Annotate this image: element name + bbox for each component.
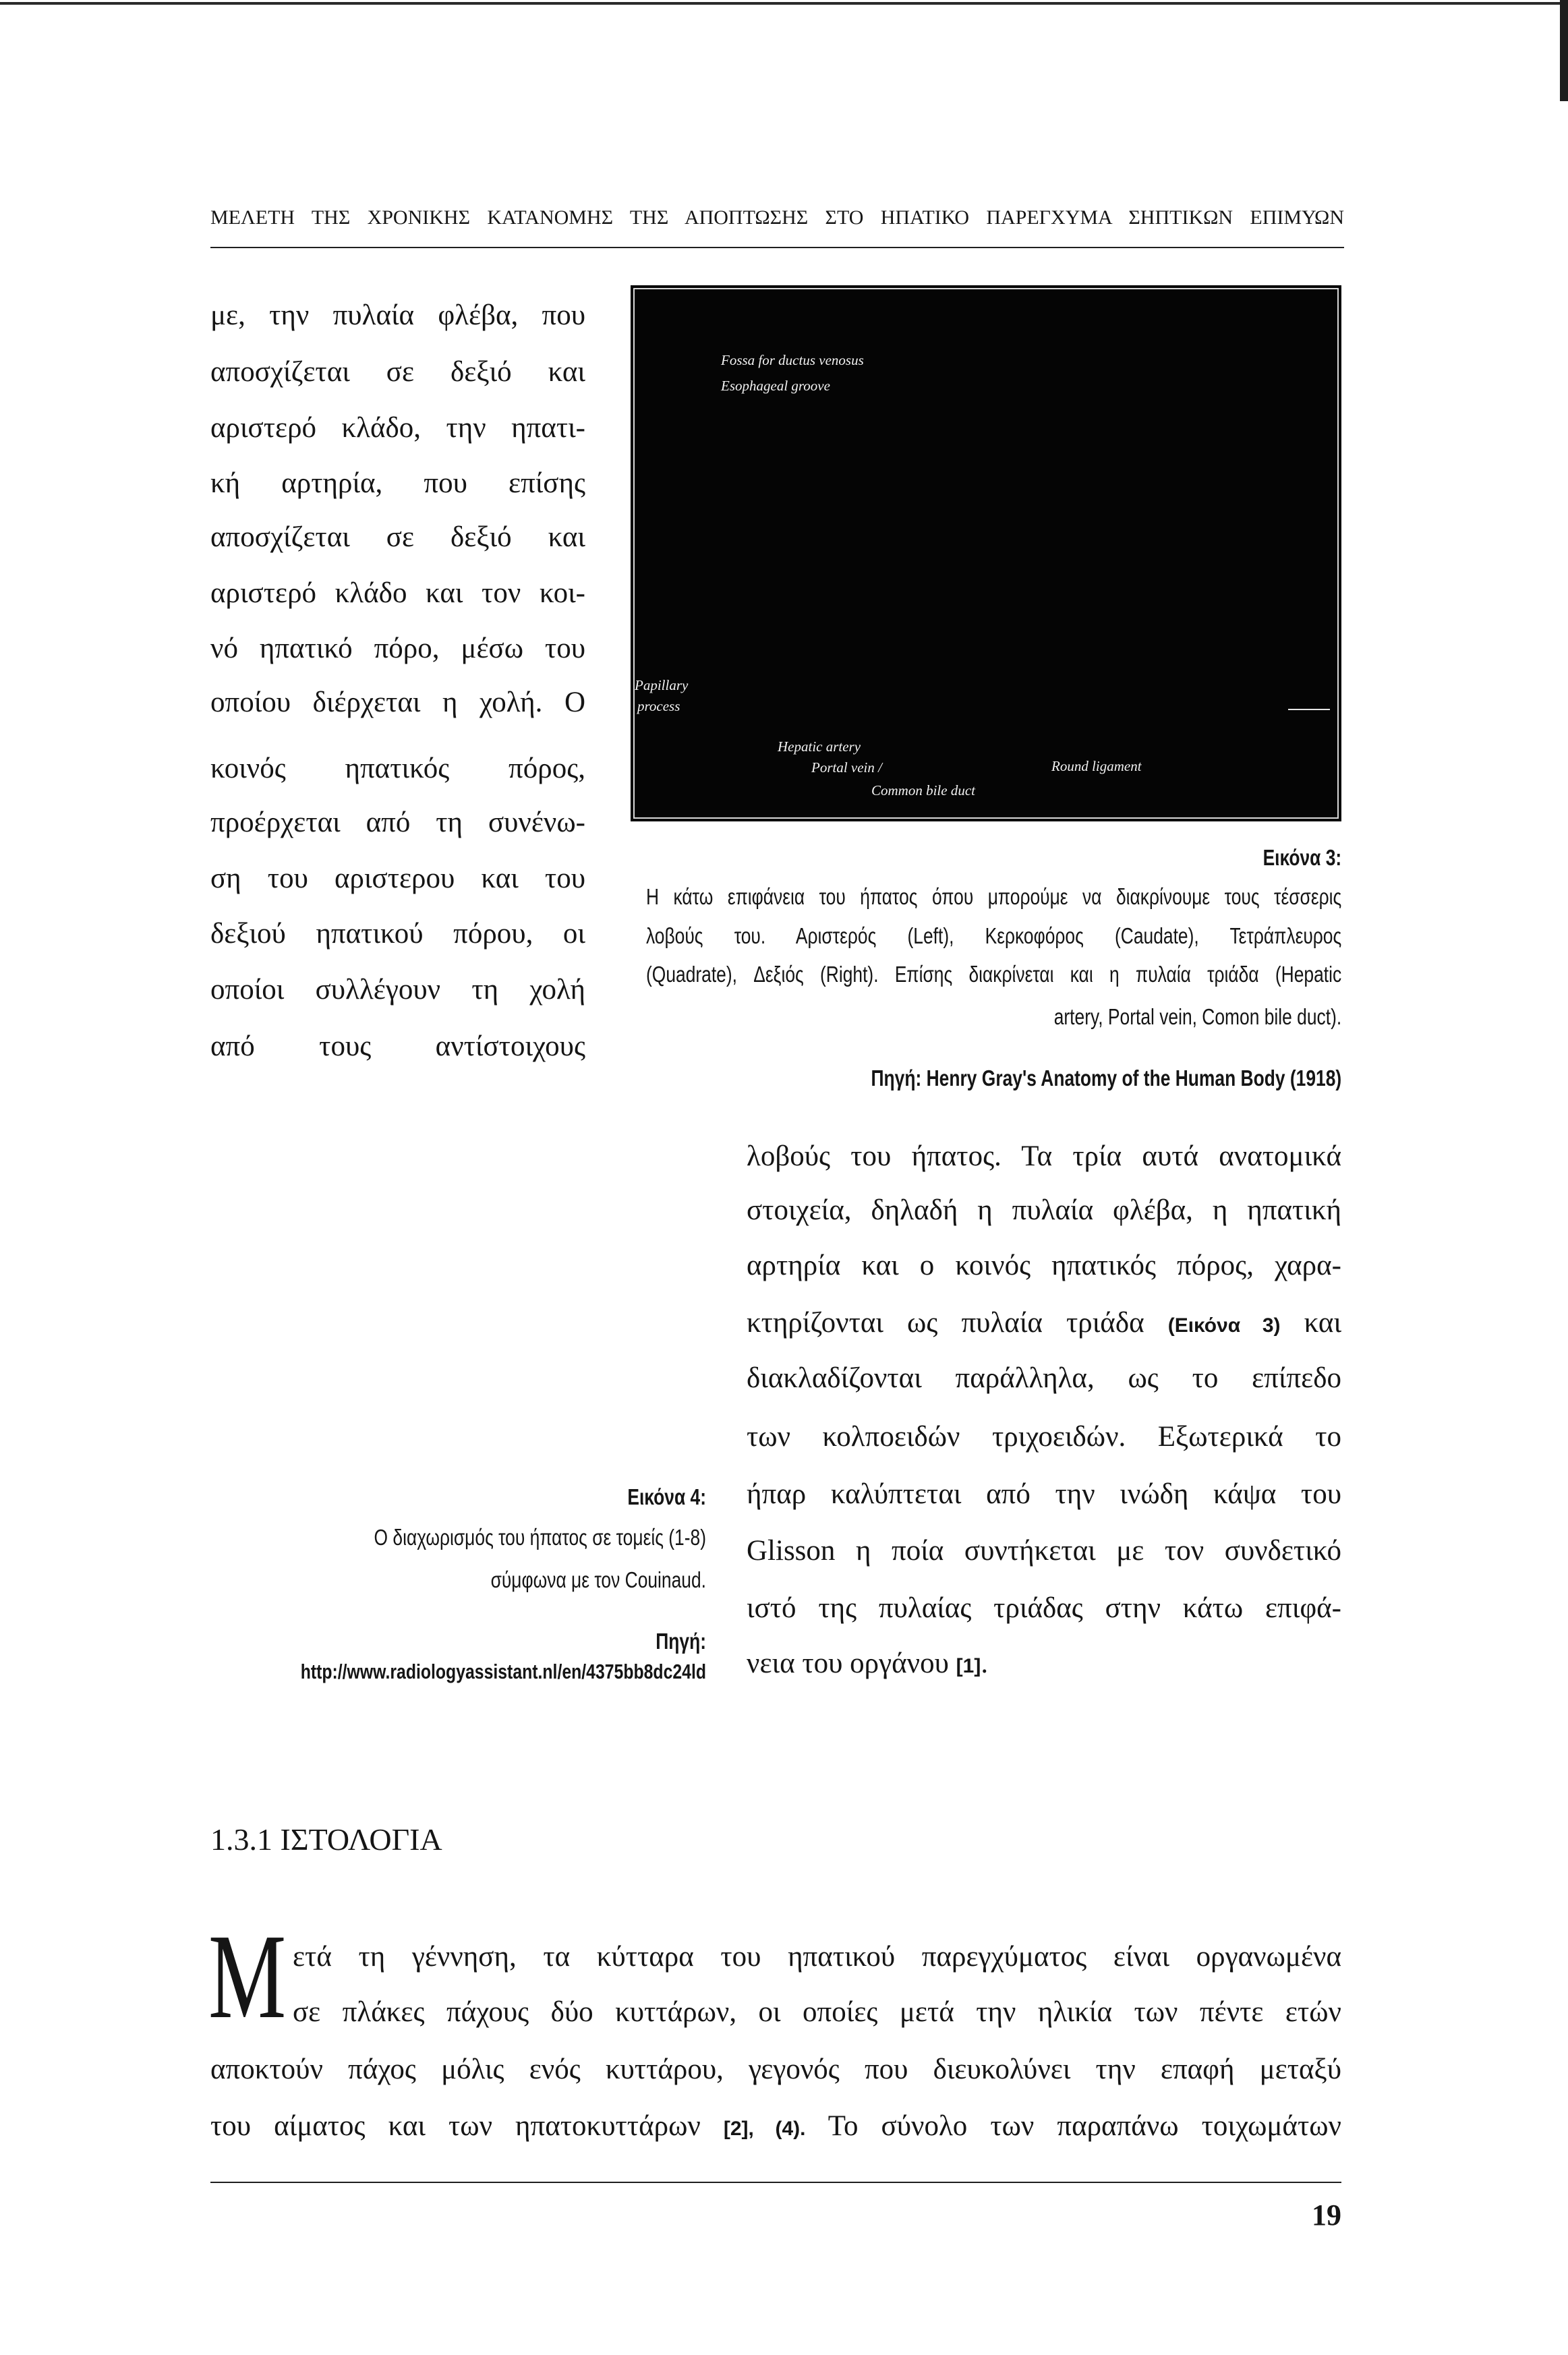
citation-reference: [2], (4). xyxy=(723,2118,806,2140)
left-column-line: οποίου διέρχεται η χολή. Ο xyxy=(210,687,585,718)
left-column-line: οποίοι συλλέγουν τη χολή xyxy=(210,974,585,1006)
figure-3-caption-line: artery, Portal vein, Comon bile duct). xyxy=(1053,1004,1342,1029)
left-column-line: ση του αριστερου και του xyxy=(210,863,585,894)
figure-4-source-url: http://www.radiologyassistant.nl/en/4375bb8dc24ld xyxy=(300,1660,706,1683)
left-column-line: με, την πυλαία φλέβα, που xyxy=(210,299,585,331)
figure-4-caption-line: σύμφωνα με τον Couinaud. xyxy=(490,1567,706,1592)
figure-3-caption-line: Η κάτω επιφάνεια του ήπατος όπου μπορούμε να διακρίνουμε τους τέσσερις xyxy=(646,884,1342,909)
figure-label-portal-vein: Portal vein / xyxy=(811,759,882,776)
left-column-line: αριστερό κλάδο και τον κοι- xyxy=(210,577,585,609)
figure-label-papillary-process: process xyxy=(637,698,680,714)
paragraph-line: σε πλάκες πάχους δύο κυττάρων, οι οποίες μετά την ηλικία των πέντε ετών xyxy=(293,1996,1341,2028)
left-column-line: αριστερό κλάδο, την ηπατι- xyxy=(210,412,585,444)
left-column-line: δεξιού ηπατικού πόρου, οι xyxy=(210,918,585,950)
left-column-line: κή αρτηρία, που επίσης xyxy=(210,467,585,499)
right-column-line: λοβούς του ήπατος. Τα τρία αυτά ανατομικά xyxy=(747,1140,1341,1172)
section-heading: 1.3.1 ΙΣΤΟΛΟΓΙΑ xyxy=(210,1822,442,1857)
paragraph-text: Το σύνολο των παραπάνω τοιχωμάτων xyxy=(827,2110,1341,2142)
left-column-line: νό ηπατικό πόρο, μέσω του xyxy=(210,633,585,664)
figure-4-caption-line: Ο διαχωρισμός του ήπατος σε τομείς (1-8) xyxy=(374,1525,706,1550)
right-column-line: στοιχεία, δηλαδή η πυλαία φλέβα, η ηπατική xyxy=(747,1194,1341,1226)
left-column-line: αποσχίζεται σε δεξιό και xyxy=(210,356,585,388)
figure-3-caption-line: (Quadrate), Δεξιός (Right). Επίσης διακρίνεται και η πυλαία τριάδα (Hepatic xyxy=(646,962,1342,987)
figure-3-source: Πηγή: Henry Gray's Anatomy of the Human Body (1918) xyxy=(871,1066,1342,1091)
figure-3-caption-label: Εικόνα 3: xyxy=(1262,845,1342,870)
drop-cap: Μ xyxy=(208,1909,287,2043)
paragraph-text: του αίματος και των ηπατοκυττάρων xyxy=(210,2110,701,2142)
footer-rule xyxy=(210,2182,1341,2183)
scan-top-edge xyxy=(0,2,1568,5)
right-column-line: ήπαρ καλύπτεται από την ινώδη κάψα του xyxy=(747,1478,1341,1510)
left-column-line: προέρχεται από τη συνένω- xyxy=(210,807,585,838)
figure-4-source-label: Πηγή: xyxy=(656,1629,706,1654)
figure-3-caption-line: λοβούς του. Αριστερός (Left), Κερκοφόρος (Caudate), Τετράπλευρος xyxy=(646,923,1342,948)
right-column-text: κτηρίζονται ως πυλαία τριάδα xyxy=(747,1307,1144,1339)
right-column-text: . xyxy=(981,1648,989,1679)
left-column-line: κοινός ηπατικός πόρος, xyxy=(210,753,585,784)
right-column-line: των κολποειδών τριχοειδών. Εξωτερικά το xyxy=(747,1421,1341,1453)
header-rule xyxy=(210,247,1344,248)
figure-label-round-ligament: Round ligament xyxy=(1051,758,1142,774)
figure-label-papillary: Papillary xyxy=(635,677,689,693)
figure-label-common-bile-duct: Common bile duct xyxy=(871,782,975,798)
figure-label-esophageal-groove: Esophageal groove xyxy=(721,378,830,394)
citation-reference: [1] xyxy=(956,1655,981,1677)
right-column-line xyxy=(747,1303,1341,1343)
figure-label-hepatic-artery: Hepatic artery xyxy=(778,738,861,755)
running-title: ΜΕΛΕΤΗ ΤΗΣ ΧΡΟΝΙΚΗΣ ΚΑΤΑΝΟΜΗΣ ΤΗΣ ΑΠΟΠΤΩΣΗΣ ΣΤΟ ΗΠΑΤΙΚΟ ΠΑΡΕΓΧΥΜΑ ΣΗΠΤΙΚΩΝ ΕΠΙΜΥΩΝ xyxy=(210,206,1344,229)
paragraph-line xyxy=(210,2106,1341,2147)
figure-3-liver-image xyxy=(631,285,1341,821)
figure-reference: (Εικόνα 3) xyxy=(1167,1314,1281,1337)
figure-label-fossa: Fossa for ductus venosus xyxy=(721,352,864,368)
right-column-line xyxy=(747,1644,1341,1684)
left-column-line: από τους αντίστοιχους xyxy=(210,1030,585,1062)
right-column-line: αρτηρία και ο κοινός ηπατικός πόρος, χαρα- xyxy=(747,1250,1341,1281)
figure-4-caption-label: Εικόνα 4: xyxy=(627,1484,706,1509)
right-column-line: ιστό της πυλαίας τριάδας στην κάτω επιφά- xyxy=(747,1592,1341,1624)
figure-pointer-line xyxy=(1288,709,1330,710)
paragraph-line: ετά τη γέννηση, τα κύτταρα του ηπατικού παρεγχύματος είναι οργανωμένα xyxy=(293,1941,1341,1973)
left-column-line: αποσχίζεται σε δεξιό και xyxy=(210,521,585,553)
right-column-text: νεια του οργάνου xyxy=(747,1648,949,1679)
page-number: 19 xyxy=(1312,2199,1341,2232)
right-column-line: διακλαδίζονται παράλληλα, ως το επίπεδο xyxy=(747,1362,1341,1394)
right-column-line: Glisson η ποία συντήκεται με τον συνδετικό xyxy=(747,1535,1341,1567)
scan-right-edge xyxy=(1560,0,1568,101)
right-column-text: και xyxy=(1304,1307,1342,1339)
paragraph-line: αποκτούν πάχος μόλις ενός κυττάρου, γεγονός που διευκολύνει την επαφή μεταξύ xyxy=(210,2054,1341,2085)
